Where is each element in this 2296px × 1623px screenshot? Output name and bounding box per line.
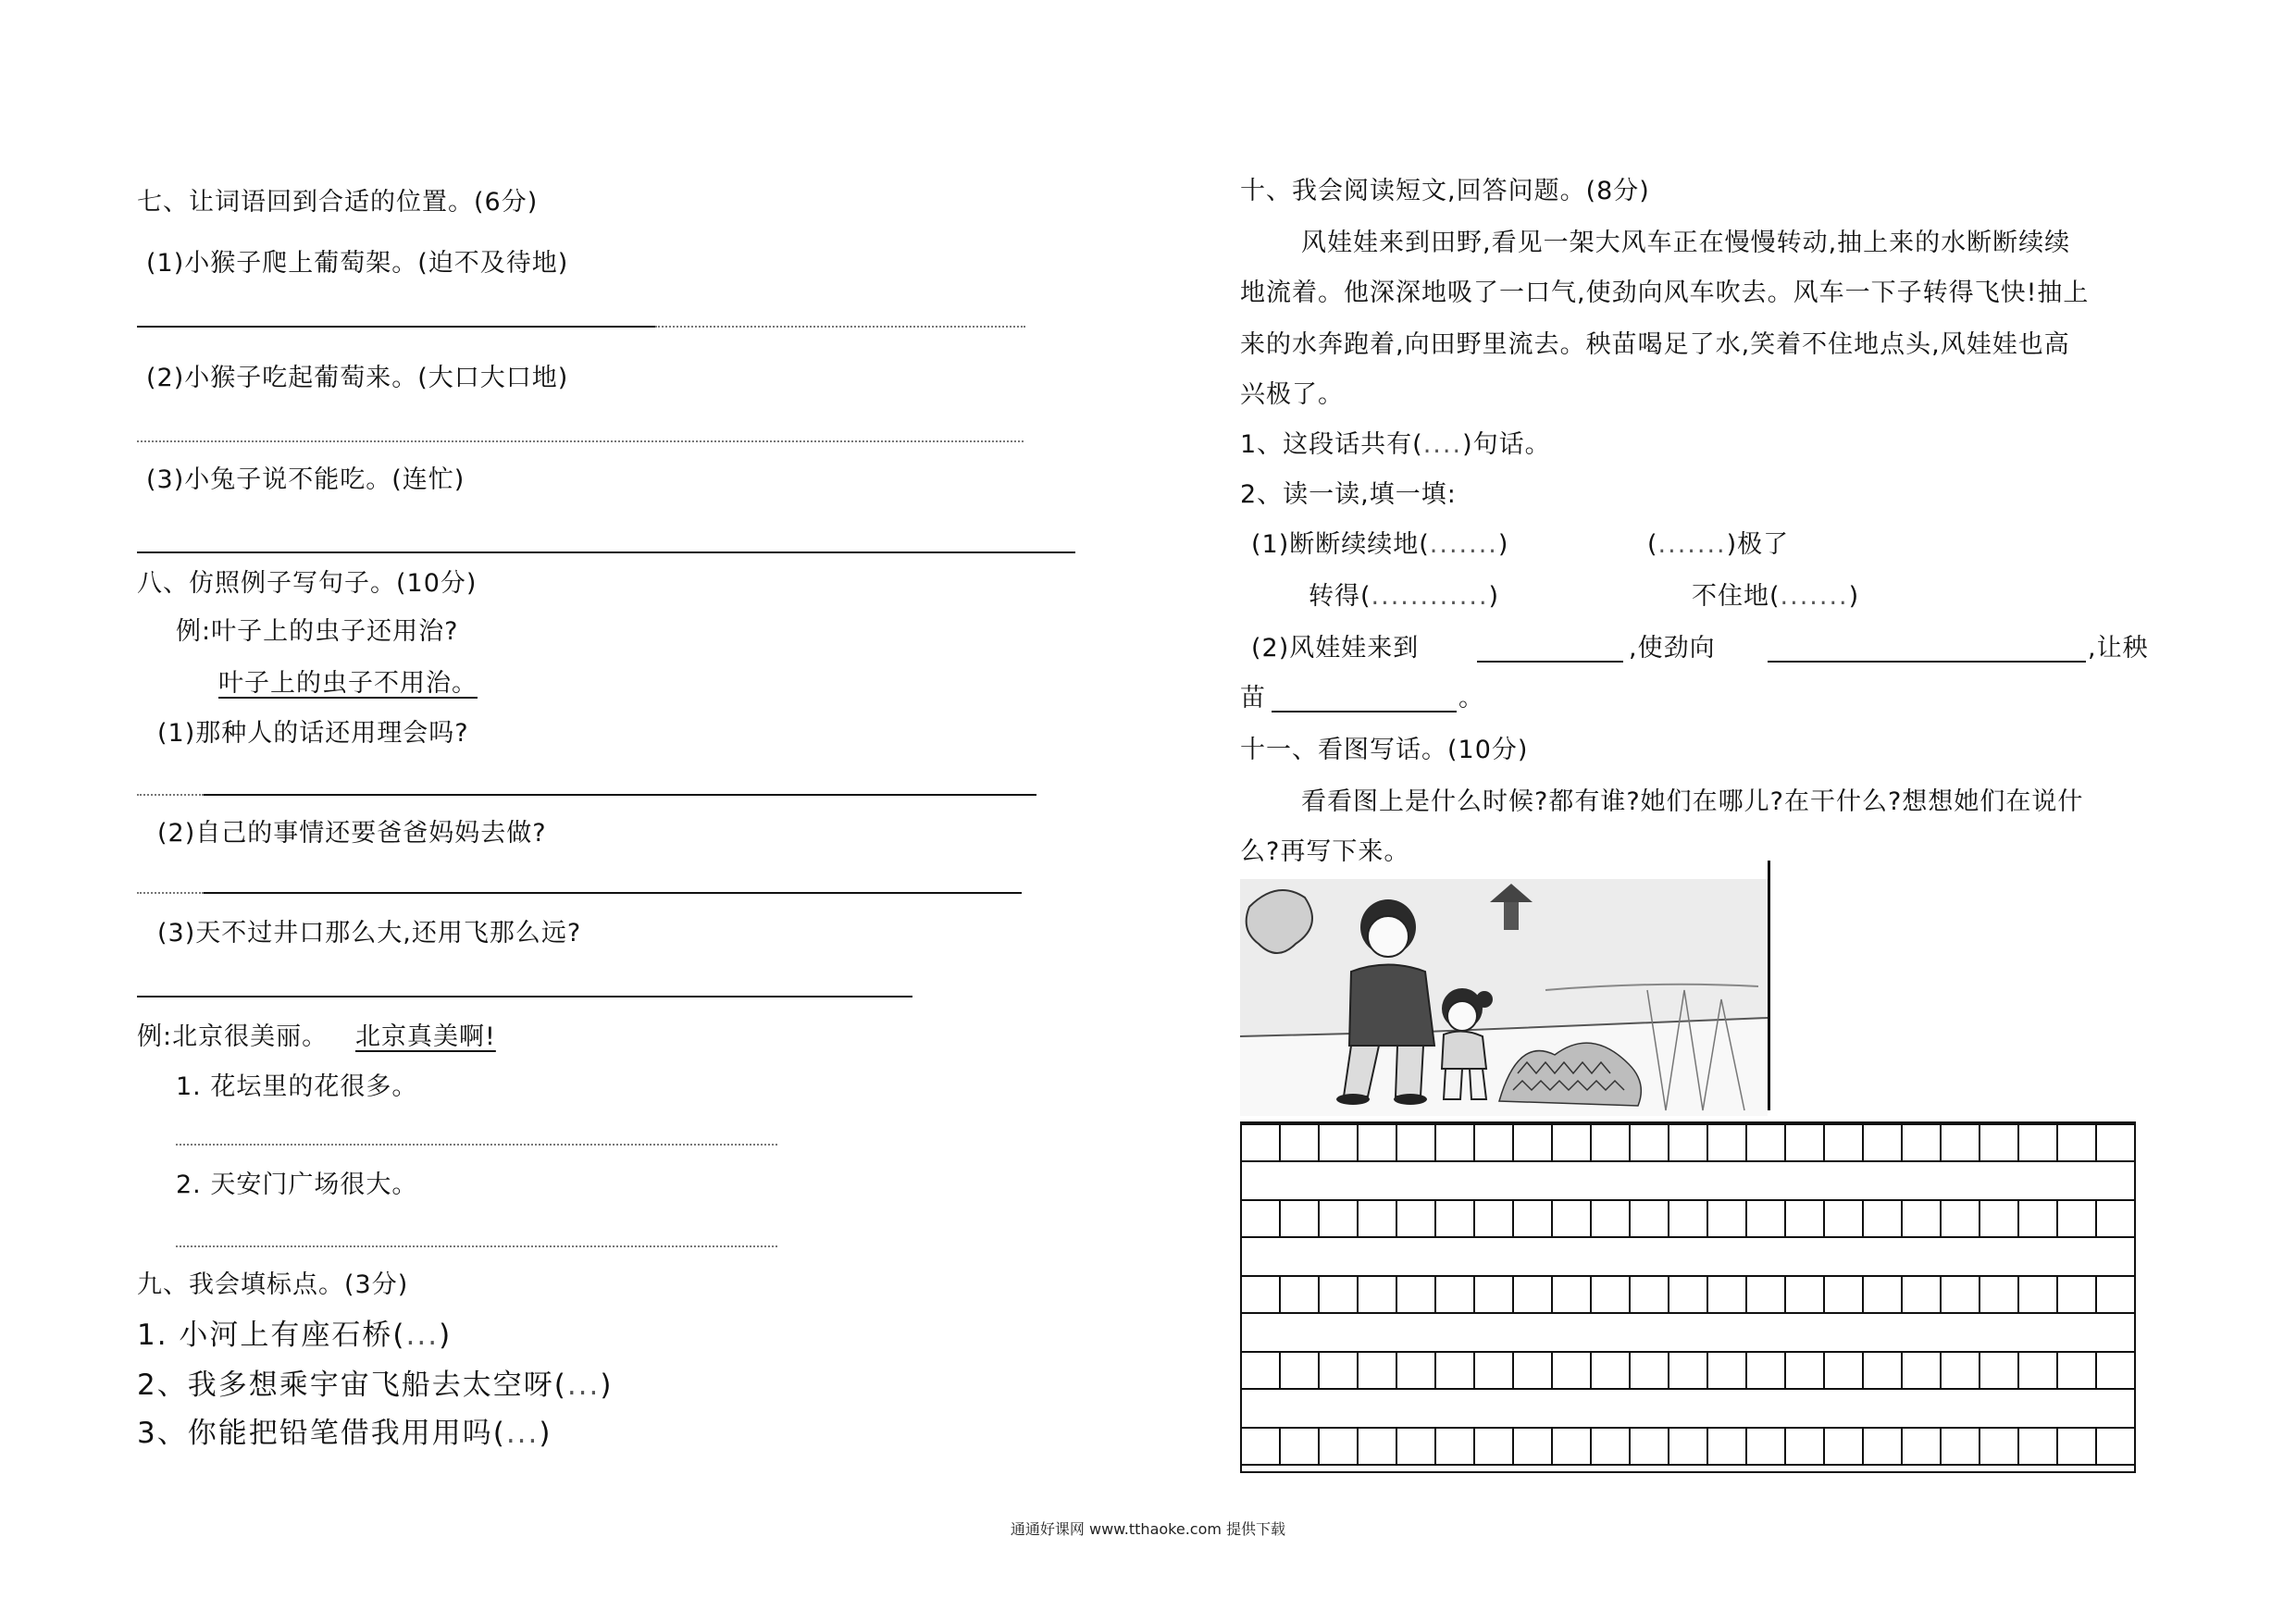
grid-cell[interactable] — [2097, 1277, 2134, 1312]
grid-cell[interactable] — [1592, 1277, 1631, 1312]
grid-cell[interactable] — [1281, 1201, 1320, 1236]
grid-cell[interactable] — [1553, 1353, 1592, 1388]
grid-cell[interactable] — [1631, 1125, 1669, 1160]
grid-cell[interactable] — [2097, 1125, 2134, 1160]
grid-cell[interactable] — [1320, 1201, 1359, 1236]
q8-item-4: 1. 花坛里的花很多。 — [176, 1072, 418, 1101]
answer-line[interactable] — [176, 1144, 777, 1146]
grid-cell[interactable] — [1359, 1353, 1397, 1388]
grid-cell[interactable] — [1320, 1353, 1359, 1388]
grid-cell[interactable] — [1980, 1125, 2019, 1160]
q9-item-3: 3、你能把铅笔借我用用吗(...) — [137, 1417, 552, 1450]
blank[interactable]: ... — [505, 1417, 540, 1450]
grid-cell[interactable] — [1631, 1353, 1669, 1388]
q10-sentence-b: ,使劲向 — [1629, 634, 1716, 663]
answer-line[interactable] — [137, 551, 1075, 553]
grid-cell[interactable] — [1942, 1429, 1980, 1464]
grid-cell[interactable] — [1669, 1201, 1708, 1236]
writing-grid[interactable] — [1240, 1121, 2136, 1473]
grid-cell[interactable] — [2058, 1201, 2097, 1236]
grid-cell[interactable] — [1747, 1125, 1786, 1160]
grid-cell[interactable] — [1320, 1277, 1359, 1312]
grid-cell[interactable] — [1708, 1125, 1747, 1160]
grid-cell[interactable] — [1980, 1201, 2019, 1236]
grid-cell[interactable] — [1592, 1125, 1631, 1160]
grid-cell[interactable] — [1592, 1429, 1631, 1464]
blank[interactable]: ............ — [1371, 582, 1489, 611]
grid-cell[interactable] — [1436, 1353, 1475, 1388]
q7-title: 七、让词语回到合适的位置。(6分) — [137, 188, 539, 217]
q8-example1-answer: 叶子上的虫子不用治。 — [218, 669, 478, 698]
grid-cell[interactable] — [1436, 1201, 1475, 1236]
grid-cell[interactable] — [1397, 1125, 1436, 1160]
answer-line[interactable] — [204, 794, 1036, 796]
answer-line[interactable] — [1768, 661, 2086, 663]
grid-cell[interactable] — [1669, 1277, 1708, 1312]
grid-cell[interactable] — [1669, 1125, 1708, 1160]
answer-line[interactable] — [655, 326, 1025, 328]
q8-item-5: 2. 天安门广场很大。 — [176, 1171, 418, 1199]
grid-cell[interactable] — [1553, 1201, 1592, 1236]
grid-cell[interactable] — [1553, 1125, 1592, 1160]
grid-cell[interactable] — [1786, 1429, 1825, 1464]
grid-cell[interactable] — [1825, 1125, 1864, 1160]
grid-row — [1242, 1275, 2134, 1314]
grid-cell[interactable] — [1942, 1125, 1980, 1160]
grid-cell[interactable] — [1980, 1353, 2019, 1388]
grid-cell[interactable] — [1669, 1353, 1708, 1388]
grid-cell[interactable] — [2097, 1353, 2134, 1388]
q10-sub2: 2、读一读,填一填: — [1240, 480, 1457, 509]
passage-line-2: 地流着。他深深地吸了一口气,使劲向风车吹去。风车一下子转得飞快!抽上 — [1240, 279, 2090, 307]
answer-line[interactable] — [1272, 711, 1457, 712]
grid-cell[interactable] — [1281, 1353, 1320, 1388]
grid-cell[interactable] — [1786, 1125, 1825, 1160]
grid-cell[interactable] — [1864, 1201, 1903, 1236]
grid-cell[interactable] — [1242, 1429, 1281, 1464]
grid-cell[interactable] — [1825, 1201, 1864, 1236]
grid-cell[interactable] — [2019, 1429, 2058, 1464]
q11-prompt-2: 么?再写下来。 — [1240, 837, 1410, 866]
q11-title: 十一、看图写话。(10分) — [1240, 736, 1529, 764]
grid-cell[interactable] — [1708, 1201, 1747, 1236]
grid-cell[interactable] — [1747, 1201, 1786, 1236]
q10-sentence-a: (2)风娃娃来到 — [1251, 634, 1420, 663]
grid-cell[interactable] — [1514, 1353, 1553, 1388]
grid-cell[interactable] — [1436, 1125, 1475, 1160]
grid-cell[interactable] — [2019, 1353, 2058, 1388]
grid-cell[interactable] — [2019, 1125, 2058, 1160]
blank[interactable]: ....... — [1429, 530, 1498, 559]
blank[interactable]: .... — [1422, 430, 1463, 459]
grid-cell[interactable] — [1436, 1277, 1475, 1312]
q7-item-2: (2)小猴子吃起葡萄来。(大口大口地) — [146, 364, 569, 392]
q8-example2-answer: 北京真美啊! — [355, 1022, 496, 1051]
grid-cell[interactable] — [2097, 1429, 2134, 1464]
q8-title: 八、仿照例子写句子。(10分) — [137, 569, 478, 598]
grid-cell[interactable] — [1281, 1277, 1320, 1312]
grid-cell[interactable] — [1320, 1429, 1359, 1464]
answer-line[interactable] — [137, 440, 1024, 442]
q9-item-1: 1. 小河上有座石桥(...) — [137, 1319, 453, 1352]
grid-cell[interactable] — [1242, 1201, 1281, 1236]
blank[interactable]: ....... — [1780, 582, 1849, 611]
grid-cell[interactable] — [2097, 1201, 2134, 1236]
q8-item-1: (1)那种人的话还用理会吗? — [157, 719, 469, 748]
grid-cell[interactable] — [1397, 1277, 1436, 1312]
answer-line[interactable] — [137, 996, 912, 997]
q10-title: 十、我会阅读短文,回答问题。(8分) — [1240, 177, 1650, 205]
grid-cell[interactable] — [2019, 1201, 2058, 1236]
grid-cell[interactable] — [1475, 1429, 1514, 1464]
grid-cell[interactable] — [1747, 1429, 1786, 1464]
grid-cell[interactable] — [1359, 1277, 1397, 1312]
grid-cell[interactable] — [1708, 1429, 1747, 1464]
grid-cell[interactable] — [1242, 1125, 1281, 1160]
grid-cell[interactable] — [1864, 1429, 1903, 1464]
grid-row — [1242, 1199, 2134, 1238]
grid-cell[interactable] — [1475, 1125, 1514, 1160]
grid-cell[interactable] — [1514, 1277, 1553, 1312]
grid-cell[interactable] — [1359, 1201, 1397, 1236]
passage-line-1: 风娃娃来到田野,看见一架大风车正在慢慢转动,抽上来的水断断续续 — [1301, 229, 2071, 257]
grid-cell[interactable] — [1903, 1125, 1942, 1160]
grid-cell[interactable] — [1631, 1277, 1669, 1312]
grid-cell[interactable] — [1786, 1201, 1825, 1236]
grid-cell[interactable] — [1631, 1201, 1669, 1236]
grid-cell[interactable] — [1864, 1125, 1903, 1160]
blank[interactable]: ... — [566, 1369, 601, 1402]
grid-row — [1242, 1351, 2134, 1390]
q8-example2-question: 例:北京很美丽。 — [137, 1022, 329, 1051]
answer-line[interactable] — [137, 794, 204, 796]
grid-cell[interactable] — [1980, 1429, 2019, 1464]
grid-cell[interactable] — [1669, 1429, 1708, 1464]
grid-cell[interactable] — [2058, 1429, 2097, 1464]
grid-cell[interactable] — [1631, 1429, 1669, 1464]
grid-cell[interactable] — [1825, 1429, 1864, 1464]
q10-sentence-end: 。 — [1458, 684, 1484, 712]
q11-prompt-1: 看看图上是什么时候?都有谁?她们在哪儿?在干什么?想想她们在说什 — [1301, 787, 2084, 816]
passage-line-3: 来的水奔跑着,向田野里流去。秧苗喝足了水,笑着不住地点头,风娃娃也高 — [1240, 330, 2070, 359]
grid-cell[interactable] — [1553, 1429, 1592, 1464]
grid-cell[interactable] — [1903, 1429, 1942, 1464]
grid-cell[interactable] — [1242, 1277, 1281, 1312]
grid-cell[interactable] — [2058, 1277, 2097, 1312]
answer-line[interactable] — [204, 892, 1022, 894]
picture-border — [1768, 861, 1770, 1110]
q7-item-3: (3)小兔子说不能吃。(连忙) — [146, 465, 465, 494]
grid-cell[interactable] — [1980, 1277, 2019, 1312]
grid-cell[interactable] — [1397, 1353, 1436, 1388]
grid-cell[interactable] — [1786, 1353, 1825, 1388]
grid-row — [1242, 1427, 2134, 1466]
blank[interactable]: ... — [405, 1319, 440, 1352]
grid-cell[interactable] — [2058, 1125, 2097, 1160]
illustration-mother-daughter-park — [1240, 879, 1768, 1116]
grid-cell[interactable] — [1475, 1201, 1514, 1236]
grid-cell[interactable] — [1514, 1125, 1553, 1160]
grid-cell[interactable] — [1592, 1201, 1631, 1236]
grid-cell[interactable] — [1942, 1353, 1980, 1388]
fill-row-2a: 转得(............) — [1309, 582, 1500, 611]
grid-cell[interactable] — [1436, 1429, 1475, 1464]
grid-cell[interactable] — [1514, 1201, 1553, 1236]
grid-cell[interactable] — [1397, 1201, 1436, 1236]
grid-cell[interactable] — [1708, 1277, 1747, 1312]
answer-line[interactable] — [1477, 661, 1623, 663]
grid-cell[interactable] — [1825, 1277, 1864, 1312]
grid-cell[interactable] — [1942, 1201, 1980, 1236]
grid-row — [1242, 1123, 2134, 1162]
grid-cell[interactable] — [1903, 1353, 1942, 1388]
grid-cell[interactable] — [1786, 1277, 1825, 1312]
grid-cell[interactable] — [2058, 1353, 2097, 1388]
fill-row-1b: (.......)极了 — [1647, 530, 1790, 559]
grid-cell[interactable] — [1475, 1277, 1514, 1312]
grid-cell[interactable] — [1747, 1277, 1786, 1312]
grid-cell[interactable] — [1864, 1353, 1903, 1388]
q8-item-3: (3)天不过井口那么大,还用飞那么远? — [157, 919, 582, 948]
answer-line[interactable] — [137, 892, 204, 894]
fill-row-2b: 不住地(.......) — [1692, 582, 1860, 611]
q7-item-1: (1)小猴子爬上葡萄架。(迫不及待地) — [146, 249, 569, 278]
fill-row-1a: (1)断断续续地(.......) — [1251, 530, 1509, 559]
grid-cell[interactable] — [1903, 1201, 1942, 1236]
grid-cell[interactable] — [1747, 1353, 1786, 1388]
grid-cell[interactable] — [2019, 1277, 2058, 1312]
passage-line-4: 兴极了。 — [1240, 380, 1344, 409]
q10-sentence-c: ,让秧 — [2088, 634, 2149, 663]
grid-cell[interactable] — [1903, 1277, 1942, 1312]
grid-cell[interactable] — [1320, 1125, 1359, 1160]
q8-example1-question: 例:叶子上的虫子还用治? — [176, 617, 459, 646]
grid-cell[interactable] — [1553, 1277, 1592, 1312]
grid-cell[interactable] — [1514, 1429, 1553, 1464]
grid-cell[interactable] — [1708, 1353, 1747, 1388]
grid-cell[interactable] — [1281, 1429, 1320, 1464]
grid-cell[interactable] — [1825, 1353, 1864, 1388]
q10-sentence-d: 苗 — [1240, 684, 1266, 712]
grid-cell[interactable] — [1397, 1429, 1436, 1464]
footer-credit: 通通好课网 www.tthaoke.com 提供下载 — [1010, 1520, 1286, 1538]
grid-cell[interactable] — [1359, 1125, 1397, 1160]
grid-cell[interactable] — [1359, 1429, 1397, 1464]
grid-cell[interactable] — [1864, 1277, 1903, 1312]
grid-cell[interactable] — [1475, 1353, 1514, 1388]
q9-title: 九、我会填标点。(3分) — [137, 1270, 409, 1299]
answer-line[interactable] — [176, 1245, 777, 1247]
grid-cell[interactable] — [1942, 1277, 1980, 1312]
q10-sub1: 1、这段话共有(....)句话。 — [1240, 430, 1551, 459]
blank[interactable]: ....... — [1657, 530, 1727, 559]
q8-item-2: (2)自己的事情还要爸爸妈妈去做? — [157, 819, 547, 848]
grid-cell[interactable] — [1592, 1353, 1631, 1388]
q9-item-2: 2、我多想乘宇宙飞船去太空呀(...) — [137, 1369, 614, 1402]
grid-cell[interactable] — [1281, 1125, 1320, 1160]
grid-cell[interactable] — [1242, 1353, 1281, 1388]
answer-line[interactable] — [137, 326, 655, 328]
